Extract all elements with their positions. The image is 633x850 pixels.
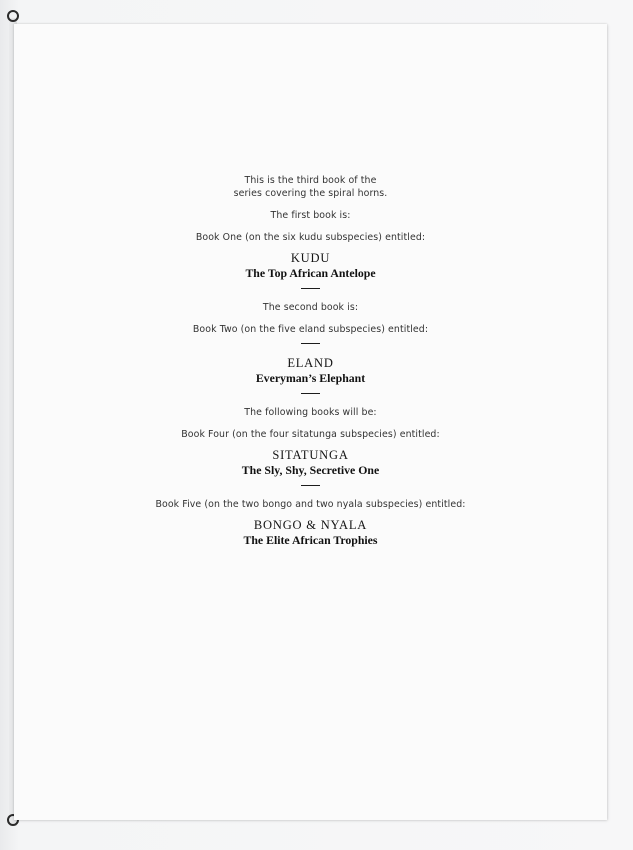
- spacer: [14, 314, 607, 323]
- spacer: [14, 511, 607, 518]
- book-title: BONGO & NYALA: [253, 518, 368, 532]
- spacer: [14, 394, 607, 406]
- book-subtitle: The Elite African Trophies: [243, 533, 378, 547]
- spacer: [14, 200, 607, 209]
- spacer: [14, 222, 607, 231]
- book-title: KUDU: [290, 251, 331, 265]
- book-description: Book Two (on the five eland subspecies) entitled:: [192, 324, 429, 335]
- book-title: SITATUNGA: [272, 448, 349, 462]
- first-book-label: The first book is:: [270, 210, 351, 221]
- second-book-label: The second book is:: [262, 302, 359, 313]
- book-subtitle: Everyman’s Elephant: [255, 371, 366, 385]
- intro-line: This is the third book of the: [244, 175, 377, 186]
- spacer: [14, 386, 607, 393]
- book-description: Book Four (on the four sitatunga subspecies) entitled:: [181, 429, 440, 440]
- book-subtitle: The Sly, Shy, Secretive One: [241, 463, 380, 477]
- intro-line: series covering the spiral horns.: [233, 188, 388, 199]
- spacer: [14, 486, 607, 498]
- following-books-label: The following books will be:: [244, 407, 377, 418]
- book-description: Book One (on the six kudu subspecies) entitled:: [195, 232, 426, 243]
- spacer: [14, 336, 607, 343]
- series-list: [14, 174, 607, 548]
- book-subtitle: The Top African Antelope: [245, 266, 376, 280]
- spacer: [14, 419, 607, 428]
- spacer: [14, 344, 607, 356]
- spacer: [14, 441, 607, 448]
- book-description: Book Five (on the two bongo and two nyala subspecies) entitled:: [155, 499, 466, 510]
- book-title: ELAND: [287, 356, 334, 370]
- binding-ring-icon: [7, 10, 19, 22]
- spacer: [14, 478, 607, 485]
- spacer: [14, 281, 607, 288]
- spacer: [14, 289, 607, 301]
- spacer: [14, 244, 607, 251]
- book-page: [14, 24, 607, 820]
